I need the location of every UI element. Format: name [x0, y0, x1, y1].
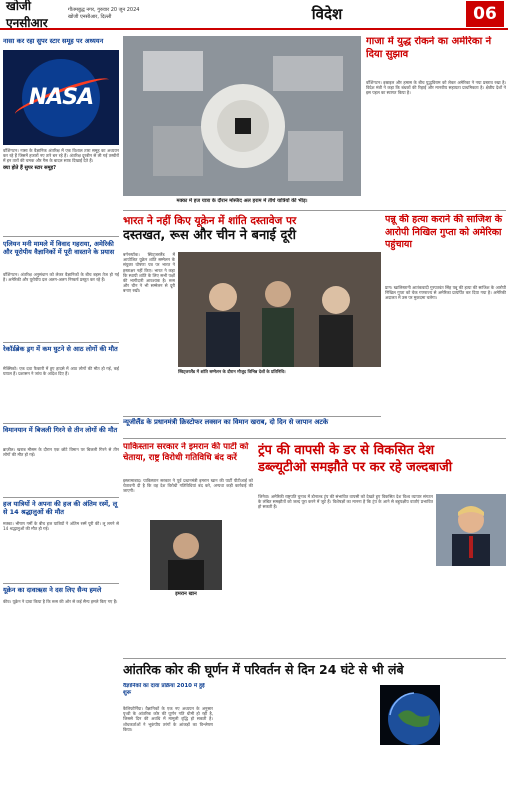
divider: [123, 416, 381, 417]
gaza-headline: गाजा में युद्ध रोकने का अमेरिका ने दिया सुझाव: [366, 36, 492, 60]
nuland-article: [123, 418, 381, 430]
ukraine-body: बर्गनस्टॉक। स्विट्जरलैंड में आयोजित यूक्रेन शांति सम्मेलन के संयुक्त घोषणा पत्र पर भारत ने हस्ताक्षर नहीं किए। भारत ने कहा कि स्थायी शांति के लिए सभी पक्षों की भागीदारी आवश्यक है। रूस और चीन ने भी सम्मेलन से दूरी बनाए रखी।: [123, 252, 175, 294]
imran-body-continued: [123, 600, 253, 655]
nasa-logo-text: NASA: [28, 85, 94, 110]
yukren-small-article: [3, 586, 119, 598]
aerial-photo-illustration: [123, 36, 361, 196]
ukraine-summit-photo: [178, 252, 381, 367]
solar-body: वॉशिंगटन। अंतरिक्ष अनुसंधान को लेकर वैज्ञानिकों के बीच बहस तेज हो गई है। अमेरिकी और यूरोपीय दल अलग-अलग निष्कर्ष प्रस्तुत कर रहे हैं।: [3, 272, 119, 283]
nasa-subhead: क्या होते हैं सुपर स्टार समूह?: [3, 164, 57, 171]
earth-body-right: [443, 685, 506, 798]
ukraine-photo-caption: स्विट्जरलैंड में शांति सम्मेलन के दौरान मौजूद विभिन्न देशों के प्रतिनिधि।: [178, 369, 286, 374]
nikhil-headline: पन्नू की हत्या कराने की साजिश के आरोपी निखिल गुप्ता को अमेरिका पहुंचाया: [385, 214, 503, 250]
masthead: [0, 0, 508, 30]
ukraine-headline-line2: दस्तखत, रूस और चीन ने बनाई दूरी: [123, 228, 297, 243]
summit-photo-illustration: [178, 252, 381, 367]
imran-body: इस्लामाबाद। पाकिस्तान सरकार ने पूर्व प्रधानमंत्री इमरान खान की पार्टी पीटीआई को चेतावनी दी है कि वह देश विरोधी गतिविधियां बंद करे, अन्यथा कड़ी कार्रवाई की जाएगी।: [123, 478, 253, 494]
plane-article: [3, 426, 119, 446]
gaza-body: वॉशिंगटन। इस्राइल और हमास के बीच युद्धविराम को लेकर अमेरिका ने नया प्रस्ताव रखा है। विदेश मंत्री ने कहा कि बंधकों की रिहाई और मानवीय सहायता प्राथमिकता है। क्षेत्रीय देशों ने इस पहल का स्वागत किया है।: [366, 80, 506, 96]
earth-article: [123, 661, 506, 681]
imran-headline: पाकिस्तान सरकार ने इमरान की पार्टी को चेताया, राष्ट्र विरोधी गतिविधि बंद करें: [123, 442, 249, 463]
hajj-article: [3, 500, 119, 520]
divider: [3, 583, 119, 584]
dateline: [68, 7, 188, 21]
divider: [123, 210, 506, 211]
earth-body-continued: [216, 683, 376, 798]
nasa-body: [3, 148, 119, 214]
nikhil-body: प्राग। खालिस्तानी आतंकवादी गुरपतवंत सिंह पन्नू की हत्या की साजिश के आरोपी निखिल गुप्ता को चेक गणराज्य से अमेरिका प्रत्यर्पित कर दिया गया है। अमेरिकी अदालत में उस पर मुकदमा चलेगा।: [385, 285, 506, 301]
yukren-small-body: कीव। यूक्रेन ने दावा किया है कि रूस की ओर से कई सैन्य हमले किए गए हैं।: [3, 599, 118, 604]
trump-headline-line2: डब्ल्यूटीओ समझौते पर कर रहे जल्दबाजी: [258, 460, 453, 475]
earth-globe-photo: [380, 685, 440, 745]
nasa-body-text: वॉशिंगटन। नासा के वैज्ञानिक अंतरिक्ष में एक विशाल तारा समूह का अध्ययन कर रहे हैं जिसमें हजारों नए तारे बन रहे हैं। अंतरिक्ष दूरबीन से ली गई तस्वीरों में इन तारों की चमक और गैस के बादल साफ दिखाई देते हैं।: [3, 148, 119, 164]
divider: [3, 497, 119, 498]
imran-photo-caption: इमरान खान: [175, 591, 197, 597]
trump-photo: [436, 494, 506, 566]
divider: [3, 423, 119, 424]
divider: [123, 438, 506, 439]
earth-subhead-block: [123, 683, 213, 705]
recordbreak-headline: रेकॉर्डब्रेक ड्रग में कम घुटने से आठ लोगों की मौत: [3, 345, 118, 353]
divider: [3, 342, 119, 343]
hajj-body: मक्का। भीषण गर्मी के बीच हज यात्रियों ने अंतिम रस्में पूरी कीं। लू लगने से 14 श्रद्धालुओं की मौत हो गई।: [3, 521, 119, 532]
section-title: विदेश: [311, 5, 343, 23]
ukraine-article: [123, 214, 381, 248]
trump-article: [258, 442, 506, 490]
divider: [123, 658, 506, 659]
newspaper-brand: खोजी एनसीआर: [6, 0, 48, 30]
gaza-article: [366, 36, 506, 78]
trump-portrait-illustration: [436, 494, 506, 566]
page-number: 06: [466, 1, 504, 27]
earth-headline: आंतरिक कोर की घूर्णन में परिवर्तन से दिन 24 घंटे से भी लंबे: [123, 662, 404, 677]
divider: [3, 236, 119, 237]
nuland-headline: न्यूजीलैंड के प्रधानमंत्री क्रिस्टोफर लक्सन का विमान खराब, दो दिन से जापान अटके: [123, 418, 329, 426]
trump-body: जिनेवा। अमेरिकी राष्ट्रपति चुनाव में डोनाल्ड ट्रंप की संभावित वापसी को देखते हुए विकसित देश विश्व व्यापार संगठन के लंबित समझौतों को जल्द पूरा करने में जुटे हैं। विशेषज्ञों का मानना है कि ट्रंप के आने से बहुपक्षीय वार्ताएं प्रभावित हो सकती हैं।: [258, 494, 433, 510]
hajj-aerial-photo: [123, 36, 361, 196]
ukraine-headline-line1: भारत ने नहीं किए यूक्रेन में शांति दस्तावेज पर: [123, 215, 297, 227]
trump-body-continued: [436, 568, 506, 656]
yukren-small-headline: यूक्रेन का दावाऋस ने दस लिए सैन्य हमले: [3, 586, 102, 594]
trump-headline-line1: ट्रंप की वापसी के डर से विकसित देश: [258, 443, 435, 458]
recordbreak-article: [3, 345, 119, 365]
earth-globe-illustration: [380, 685, 440, 745]
plane-body: ब्राज़ील। खराब मौसम के दौरान एक छोटे विमान पर बिजली गिरने से तीन लोगों की मौत हो गई।: [3, 447, 119, 458]
recordbreak-body: मेक्सिको। एक दवा फैक्टरी में हुए हादसे में आठ लोगों की मौत हो गई, कई घायल हैं। प्रशासन ने जांच के आदेश दिए हैं।: [3, 366, 119, 377]
solar-headline: एलियन मनी मामले में विवाद गहराया, अमेरिकी और यूरोपीय वैज्ञानिकों में पूरी वास्ताने के प्रयास: [3, 240, 115, 256]
earth-body: कैलिफोर्निया। वैज्ञानिकों के एक नए अध्ययन के अनुसार पृथ्वी के आंतरिक कोर की घूर्णन गति धीमी हो रही है, जिससे दिन की अवधि में मामूली वृद्धि हो सकती है। शोधकर्ताओं ने भूकंपीय तरंगों के आंकड़ों का विश्लेषण किया।: [123, 706, 213, 732]
hajj-photo-caption: मक्का में हज यात्रा के दौरान मस्जिद अल हराम में तीर्थ यात्रियों की भीड़।: [176, 198, 308, 204]
hajj-headline: हज यात्रियों ने अपना की हज की अंतिम रस्में, लू से 14 श्रद्धालुओं की मौत: [3, 500, 118, 516]
nasa-meatball-icon: [22, 59, 100, 137]
solar-article: [3, 240, 119, 270]
imran-article: [123, 442, 253, 476]
imran-portrait-illustration: [150, 520, 222, 590]
earth-subhead: वैज्ञानिकों का दावा प्रक्रिया 2010 में हुई शुरू: [123, 683, 205, 696]
nikhil-article: [385, 214, 506, 282]
nasa-headline-block: [3, 36, 119, 48]
nasa-headline: नासा कर रहा सुपर स्टार समूह पर अध्ययन: [3, 37, 104, 45]
dateline-line-2: खोजी एनसीआर, दिल्ली: [68, 14, 112, 20]
nasa-logo-image: [3, 50, 119, 145]
ukraine-body-continued: [178, 384, 381, 414]
plane-headline: विमानयान में बिजली गिरने से तीन लोगों की मौत: [3, 426, 118, 434]
imran-khan-photo: [150, 520, 222, 590]
dateline-line-1: गौतमबुद्ध नगर, गुरुवार 20 जून 2024: [68, 7, 140, 13]
